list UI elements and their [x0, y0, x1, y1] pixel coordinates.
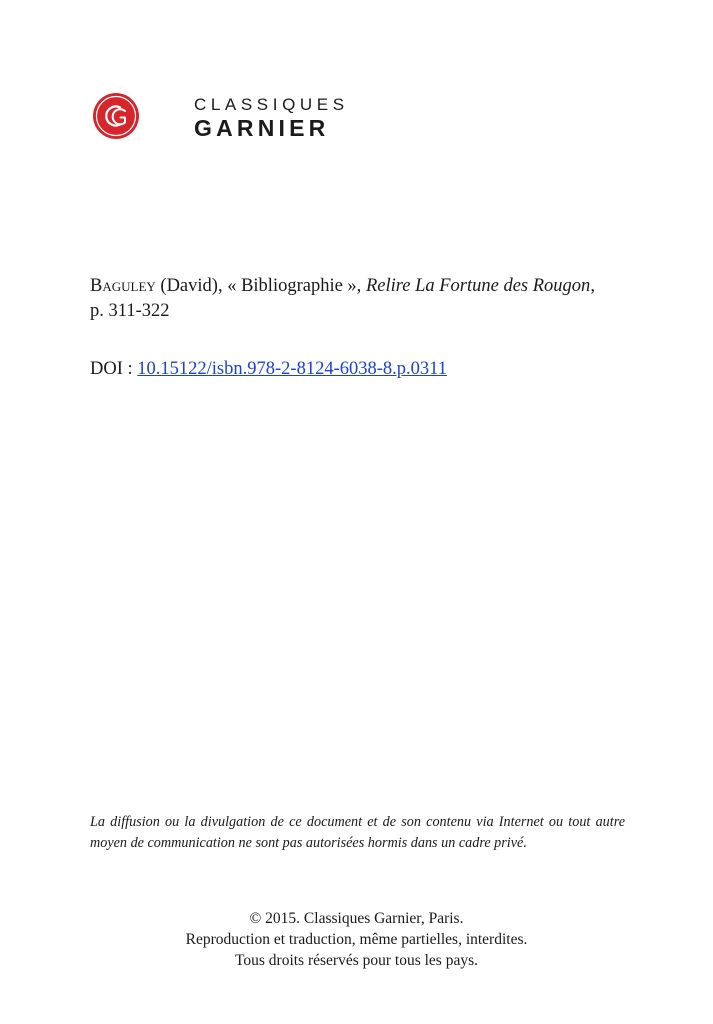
publisher-wordmark [194, 96, 349, 140]
copyright-block [0, 908, 713, 971]
copyright-line: © 2015. Classiques Garnier, Paris. [249, 910, 464, 927]
doi-label: DOI : [90, 359, 133, 379]
doi-line [90, 357, 447, 382]
cg-monogram-icon [92, 92, 140, 140]
usage-notice: La diffusion ou la divulgation de ce document et de son contenu via Internet ou tout autre moyen de communication ne sont pas autorisées hormis dans un cadre privé. [90, 814, 625, 851]
citation-author: Baguley [90, 276, 156, 296]
wordmark-line-2: GARNIER [194, 115, 330, 141]
reproduction-line: Reproduction et traduction, même partielles, interdites. [185, 931, 528, 948]
citation-pages: p. 311-322 [90, 301, 170, 321]
wordmark-line-1: CLASSIQUES [194, 95, 349, 114]
citation-chapter-title: « Bibliographie », [227, 276, 362, 296]
doi-link[interactable]: 10.15122/isbn.978-2-8124-6038-8.p.0311 [137, 359, 447, 379]
citation-book-title: La Fortune des Rougon [415, 276, 591, 296]
publisher-logo [92, 92, 362, 144]
citation-author-given-name: (David), [160, 276, 223, 296]
citation-book-title-prefix: Relire [365, 276, 411, 296]
citation-separator: , [590, 276, 595, 296]
citation [90, 274, 625, 324]
rights-line: Tous droits réservés pour tous les pays. [234, 952, 478, 969]
